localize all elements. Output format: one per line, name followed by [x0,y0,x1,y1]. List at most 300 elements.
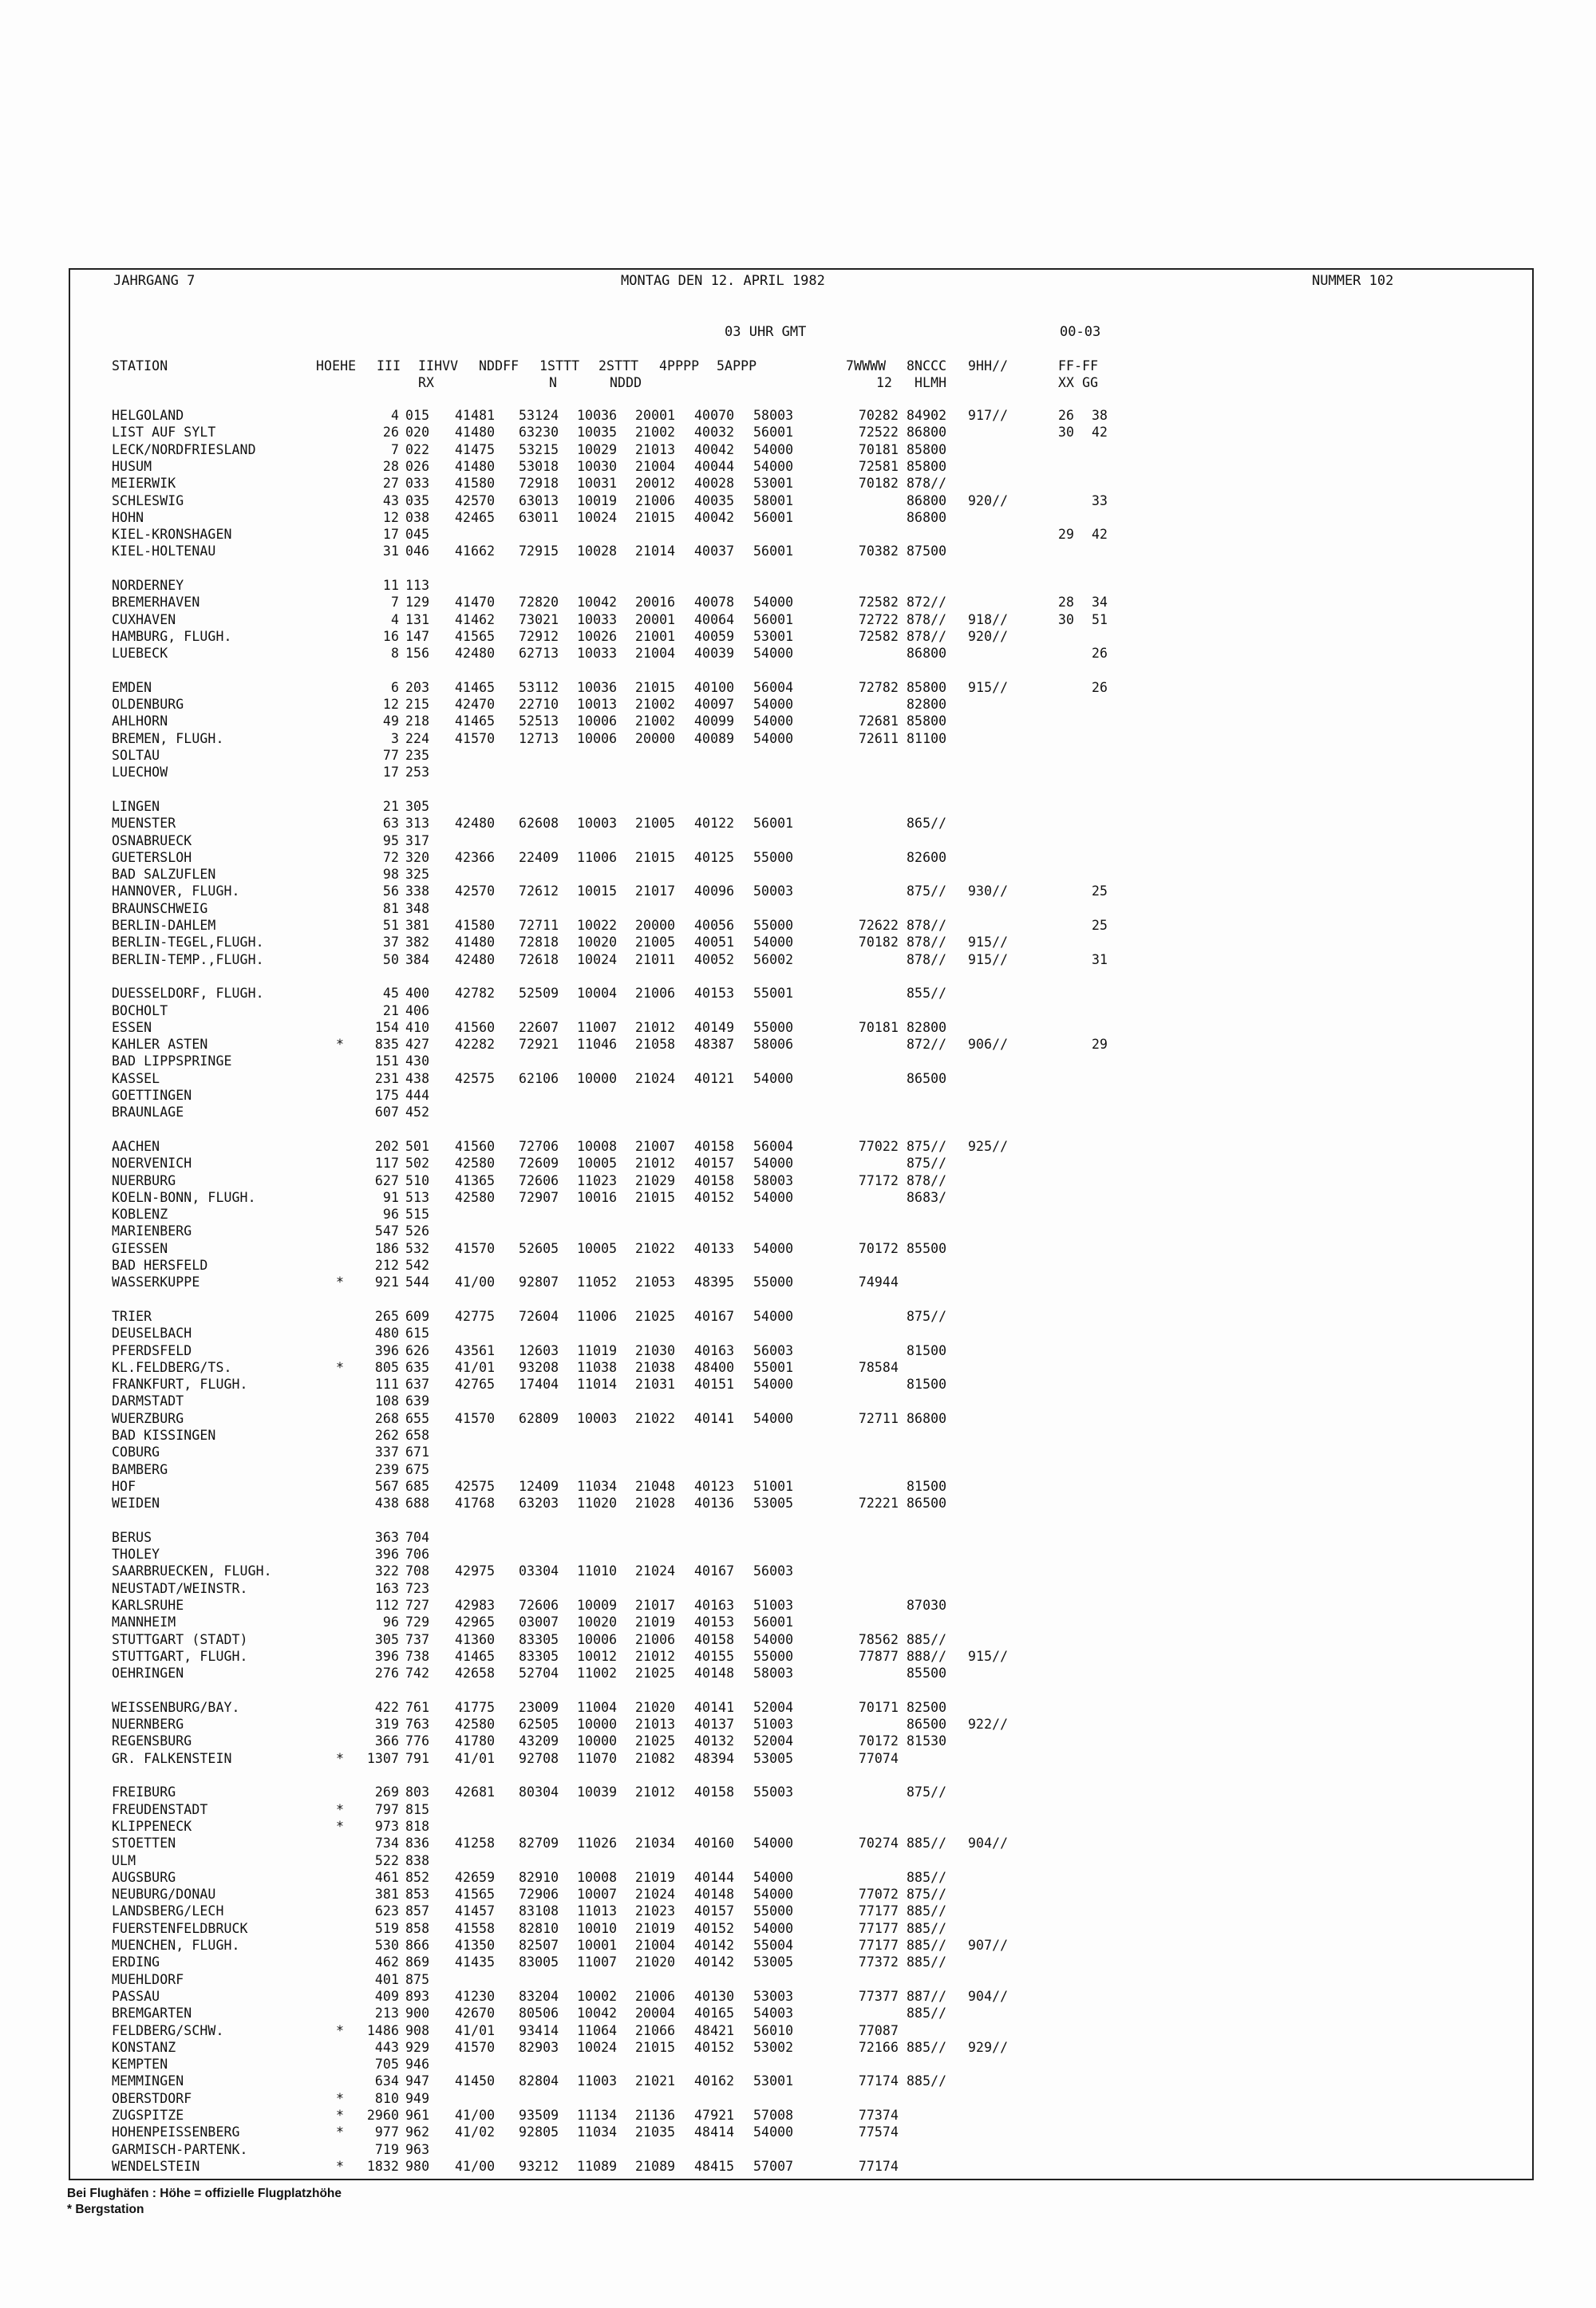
group-1sttt: 11089 [577,2158,618,2174]
group-7wwww: 72782 [858,679,899,695]
group-nddff: 82903 [519,2039,559,2055]
station-height: 91 [382,1189,399,1205]
station-name: WUERZBURG [112,1410,184,1426]
gust-gg: 33 [1092,492,1108,508]
group-nddff: 83005 [519,1954,559,1970]
group-2sttt: 21053 [635,1275,676,1290]
group-8nccc: 87500 [907,543,947,559]
station-height: 37 [382,935,399,950]
group-8nccc: 85800 [907,441,947,457]
group-4pppp: 40042 [694,509,735,525]
group-2sttt: 21006 [635,1631,676,1647]
group-1sttt: 10033 [577,611,618,627]
station-height: 21 [382,1002,399,1018]
table-row [70,832,1532,849]
group-nddff: 93212 [519,2158,559,2174]
group-4pppp: 40153 [694,986,735,1002]
group-7wwww: 72166 [858,2039,899,2055]
station-number: 900 [405,2006,430,2021]
station-number: 218 [405,713,430,729]
group-5appp: 54000 [753,2124,794,2140]
group-nddff: 72612 [519,883,559,899]
station-number: 526 [405,1223,430,1239]
group-1sttt: 11007 [577,1019,618,1035]
station-name: HAMBURG, FLUGH. [112,628,232,644]
group-iihvv: 41570 [455,1240,496,1256]
group-7wwww: 77177 [858,1938,899,1953]
group-5appp: 53003 [753,1988,794,2004]
group-1sttt: 10000 [577,1733,618,1749]
group-iihvv: 42480 [455,951,496,967]
group-8nccc: 84902 [907,408,947,423]
table-row [70,985,1532,1002]
station-height: 12 [382,509,399,525]
station-height: 56 [382,883,399,899]
table-row [70,2039,1532,2056]
group-2sttt: 21012 [635,1648,676,1664]
station-name: LUECHOW [112,765,168,781]
station-name: BOCHOLT [112,1002,168,1018]
station-number: 929 [405,2039,430,2055]
station-number: 022 [405,441,430,457]
group-nddff: 82709 [519,1836,559,1852]
group-iihvv: 41/00 [455,1275,496,1290]
group-2sttt: 21004 [635,1938,676,1953]
table-row [70,2124,1532,2140]
group-nddff: 72921 [519,1037,559,1053]
station-name: MARIENBERG [112,1223,192,1239]
group-nddff: 53018 [519,458,559,474]
group-9hh: 906// [968,1037,1009,1053]
group-1sttt: 11003 [577,2073,618,2089]
group-5appp: 51003 [753,1598,794,1613]
group-5appp: 54000 [753,595,794,611]
group-2sttt: 21019 [635,1920,676,1936]
station-number: 033 [405,476,430,492]
group-1sttt: 11034 [577,2124,618,2140]
table-row [70,1529,1532,1546]
group-iihvv: 42575 [455,1070,496,1086]
station-number: 852 [405,1869,430,1885]
group-8nccc: 872// [907,1037,947,1053]
group-nddff: 52509 [519,986,559,1002]
table-row [70,1070,1532,1087]
group-nddff: 82810 [519,1920,559,1936]
station-number: 609 [405,1308,430,1324]
group-5appp: 55004 [753,1938,794,1953]
group-1sttt: 10003 [577,1410,618,1426]
group-iihvv: 42470 [455,697,496,713]
group-4pppp: 48387 [694,1037,735,1053]
group-nddff: 63013 [519,492,559,508]
group-4pppp: 40132 [694,1733,735,1749]
station-name: AACHEN [112,1138,160,1154]
table-row [70,1801,1532,1818]
group-1sttt: 10002 [577,1988,618,2004]
station-height: 269 [374,1784,399,1800]
group-8nccc: 878// [907,1172,947,1188]
group-iihvv: 42670 [455,2006,496,2021]
group-7wwww: 72622 [858,918,899,933]
station-name: HOHENPEISSENBERG [112,2124,240,2140]
group-9hh: 915// [968,951,1009,967]
station-number: 688 [405,1496,430,1512]
group-1sttt: 11052 [577,1275,618,1290]
group-4pppp: 40152 [694,1920,735,1936]
group-5appp: 54000 [753,1631,794,1647]
group-5appp: 54000 [753,441,794,457]
group-nddff: 92807 [519,1275,559,1290]
group-4pppp: 48421 [694,2022,735,2038]
station-name: LANDSBERG/LECH [112,1903,224,1919]
group-4pppp: 40141 [694,1699,735,1715]
group-2sttt: 21006 [635,986,676,1002]
group-1sttt: 11038 [577,1359,618,1375]
station-height: 276 [374,1666,399,1682]
gust-gg: 34 [1092,595,1108,611]
group-7wwww: 70182 [858,935,899,950]
station-number: 381 [405,918,430,933]
group-2sttt: 21015 [635,849,676,865]
group-4pppp: 40056 [694,918,735,933]
group-1sttt: 10000 [577,1070,618,1086]
issue-number: NUMMER 102 [1312,273,1394,289]
group-7wwww: 77074 [858,1750,899,1766]
group-1sttt: 11019 [577,1342,618,1358]
group-5appp: 58006 [753,1037,794,1053]
group-1sttt: 11046 [577,1037,618,1053]
station-name: MANNHEIM [112,1614,176,1630]
table-row [70,1104,1532,1120]
group-iihvv: 42975 [455,1563,496,1579]
station-number: 513 [405,1189,430,1205]
group-nddff: 72606 [519,1598,559,1613]
group-8nccc: 885// [907,1869,947,1885]
group-1sttt: 11006 [577,1308,618,1324]
group-2sttt: 21024 [635,1887,676,1903]
group-5appp: 50003 [753,883,794,899]
station-height: 175 [374,1088,399,1103]
station-name: KL.FELDBERG/TS. [112,1359,232,1375]
group-iihvv: 42782 [455,986,496,1002]
group-5appp: 54000 [753,1836,794,1852]
group-8nccc: 878// [907,951,947,967]
gust-gg: 42 [1092,425,1108,441]
table-row [70,1988,1532,2005]
group-8nccc: 878// [907,611,947,627]
station-number: 671 [405,1444,430,1460]
station-name: FREUDENSTADT [112,1801,208,1817]
group-1sttt: 10008 [577,1869,618,1885]
station-name: HOHN [112,509,144,525]
station-number: 338 [405,883,430,899]
group-nddff: 92805 [519,2124,559,2140]
station-name: MUENCHEN, FLUGH. [112,1938,240,1953]
group-2sttt: 21028 [635,1496,676,1512]
group-4pppp: 40089 [694,730,735,746]
group-7wwww: 70181 [858,441,899,457]
group-1sttt: 11007 [577,1954,618,1970]
group-nddff: 53124 [519,408,559,423]
station-name: KONSTANZ [112,2039,176,2055]
station-height: 319 [374,1717,399,1733]
group-2sttt: 21066 [635,2022,676,2038]
group-5appp: 54000 [753,935,794,950]
station-height: 12 [382,697,399,713]
table-row [70,1189,1532,1206]
group-1sttt: 10039 [577,1784,618,1800]
group-4pppp: 40167 [694,1563,735,1579]
group-1sttt: 10024 [577,2039,618,2055]
group-1sttt: 11134 [577,2108,618,2123]
station-name: MEMMINGEN [112,2073,184,2089]
group-5appp: 54000 [753,1156,794,1172]
station-height: 7 [390,441,399,457]
group-5appp: 54000 [753,1308,794,1324]
group-8nccc: 86800 [907,1410,947,1426]
group-4pppp: 40032 [694,425,735,441]
table-row [70,730,1532,747]
group-7wwww: 77877 [858,1648,899,1664]
group-7wwww: 72582 [858,595,899,611]
group-4pppp: 40160 [694,1836,735,1852]
table-row [70,1393,1532,1409]
col-iihvv-sub: RX [418,375,435,390]
gust-gg: 51 [1092,611,1108,627]
station-height: 51 [382,918,399,933]
station-name: ERDING [112,1954,160,1970]
station-number: 384 [405,951,430,967]
group-iihvv: 41565 [455,1887,496,1903]
group-iihvv: 41480 [455,935,496,950]
station-number: 046 [405,543,430,559]
station-height: 461 [374,1869,399,1885]
group-8nccc: 85500 [907,1666,947,1682]
station-height: 401 [374,1971,399,1987]
group-8nccc: 86800 [907,509,947,525]
station-name: HOF [112,1478,136,1494]
group-2sttt: 21136 [635,2108,676,2123]
group-8nccc: 81530 [907,1733,947,1749]
station-number: 738 [405,1648,430,1664]
station-number: 857 [405,1903,430,1919]
group-4pppp: 40070 [694,408,735,423]
group-8nccc: 86800 [907,425,947,441]
station-height: 112 [374,1598,399,1613]
group-4pppp: 40141 [694,1410,735,1426]
table-row [70,1308,1532,1325]
station-number: 313 [405,816,430,832]
group-iihvv: 41/02 [455,2124,496,2140]
group-1sttt: 10031 [577,476,618,492]
station-name: PASSAU [112,1988,160,2004]
group-4pppp: 40136 [694,1496,735,1512]
group-iihvv: 41/00 [455,2158,496,2174]
mountain-marker: * [336,1818,345,1834]
group-2sttt: 21029 [635,1172,676,1188]
group-5appp: 52004 [753,1733,794,1749]
group-nddff: 12713 [519,730,559,746]
group-5appp: 54003 [753,2006,794,2021]
group-1sttt: 10028 [577,543,618,559]
station-number: 947 [405,2073,430,2089]
group-7wwww: 77072 [858,1887,899,1903]
station-number: 224 [405,730,430,746]
group-5appp: 54000 [753,646,794,662]
group-8nccc: 81500 [907,1342,947,1358]
station-height: 623 [374,1903,399,1919]
station-number: 838 [405,1852,430,1868]
group-2sttt: 21048 [635,1478,676,1494]
group-8nccc: 85800 [907,679,947,695]
group-iihvv: 42282 [455,1037,496,1053]
station-height: 96 [382,1614,399,1630]
station-number: 452 [405,1105,430,1120]
station-name: NUERNBERG [112,1717,184,1733]
group-4pppp: 40148 [694,1887,735,1903]
group-nddff: 53112 [519,679,559,695]
station-name: ZUGSPITZE [112,2108,184,2123]
station-name: FRANKFURT, FLUGH. [112,1377,248,1393]
station-name: BREMEN, FLUGH. [112,730,224,746]
group-iihvv: 41435 [455,1954,496,1970]
group-9hh: 915// [968,935,1009,950]
station-name: NUERBURG [112,1172,176,1188]
table-row [70,1869,1532,1886]
group-4pppp: 40162 [694,2073,735,2089]
group-7wwww: 70274 [858,1836,899,1852]
group-5appp: 55000 [753,1019,794,1035]
station-number: 639 [405,1393,430,1409]
group-nddff: 03304 [519,1563,559,1579]
station-height: 231 [374,1070,399,1086]
group-2sttt: 21019 [635,1614,676,1630]
group-5appp: 56001 [753,611,794,627]
table-row [70,1886,1532,1903]
group-nddff: 92708 [519,1750,559,1766]
gust-gg: 26 [1092,679,1108,695]
col-ffff: FF-FF [1058,358,1099,373]
table-row [70,407,1532,424]
group-8nccc: 885// [907,1631,947,1647]
group-5appp: 54000 [753,730,794,746]
station-number: 129 [405,595,430,611]
gust-gg: 25 [1092,918,1108,933]
station-number: 949 [405,2090,430,2106]
group-8nccc: 887// [907,1988,947,2004]
group-nddff: 93208 [519,1359,559,1375]
group-8nccc: 82800 [907,697,947,713]
group-2sttt: 20001 [635,408,676,423]
station-number: 320 [405,849,430,865]
station-height: 213 [374,2006,399,2021]
group-nddff: 82804 [519,2073,559,2089]
group-2sttt: 20000 [635,918,676,933]
group-1sttt: 11002 [577,1666,618,1682]
group-5appp: 55000 [753,849,794,865]
group-2sttt: 21019 [635,1869,676,1885]
group-4pppp: 40133 [694,1240,735,1256]
table-row [70,1614,1532,1630]
group-5appp: 53001 [753,2073,794,2089]
gust-ff: 29 [1058,527,1075,543]
group-7wwww: 70382 [858,543,899,559]
station-height: 45 [382,986,399,1002]
group-iihvv: 41768 [455,1496,496,1512]
station-number: 502 [405,1156,430,1172]
group-1sttt: 10009 [577,1598,618,1613]
group-7wwww: 70282 [858,408,899,423]
station-number: 038 [405,509,430,525]
group-iihvv: 41570 [455,2039,496,2055]
group-iihvv: 41481 [455,408,496,423]
group-4pppp: 48415 [694,2158,735,2174]
group-nddff: 82910 [519,1869,559,1885]
group-iihvv: 41560 [455,1019,496,1035]
station-height: 438 [374,1496,399,1512]
group-8nccc: 885// [907,1920,947,1936]
group-7wwww: 77377 [858,1988,899,2004]
table-row [70,1580,1532,1597]
group-2sttt: 21031 [635,1377,676,1393]
station-name: AHLHORN [112,713,168,729]
group-iihvv: 42366 [455,849,496,865]
group-8nccc: 82800 [907,1019,947,1035]
group-nddff: 63230 [519,425,559,441]
group-nddff: 62809 [519,1410,559,1426]
col-iihvv: IIHVV [418,358,459,373]
table-row [70,1002,1532,1019]
mountain-marker: * [336,1275,345,1290]
gust-gg: 26 [1092,646,1108,662]
group-8nccc: 885// [907,1938,947,1953]
group-2sttt: 20000 [635,730,676,746]
station-height: 8 [390,646,399,662]
station-number: 382 [405,935,430,950]
group-5appp: 53005 [753,1954,794,1970]
station-height: 117 [374,1156,399,1172]
station-number: 015 [405,408,430,423]
station-name: KOELN-BONN, FLUGH. [112,1189,256,1205]
table-row [70,543,1532,559]
group-5appp: 56010 [753,2022,794,2038]
table-row [70,441,1532,458]
group-8nccc: 85500 [907,1240,947,1256]
station-name: OSNABRUECK [112,832,192,848]
group-nddff: 62106 [519,1070,559,1086]
group-4pppp: 40151 [694,1377,735,1393]
group-1sttt: 11070 [577,1750,618,1766]
mountain-marker: * [336,1037,345,1053]
station-height: 1486 [366,2022,399,2038]
table-row [70,1053,1532,1069]
station-number: 020 [405,425,430,441]
table-row [70,1325,1532,1342]
station-height: 96 [382,1207,399,1223]
group-7wwww: 70182 [858,476,899,492]
group-iihvv: 41560 [455,1138,496,1154]
station-height: 11 [382,578,399,593]
group-2sttt: 21001 [635,628,676,644]
group-1sttt: 11013 [577,1903,618,1919]
station-height: 108 [374,1393,399,1409]
group-2sttt: 21006 [635,492,676,508]
station-name: WEIDEN [112,1496,160,1512]
col-ffff-sub: XX GG [1058,375,1099,390]
table-row [70,1223,1532,1239]
table-row [70,1087,1532,1104]
group-4pppp: 40051 [694,935,735,950]
